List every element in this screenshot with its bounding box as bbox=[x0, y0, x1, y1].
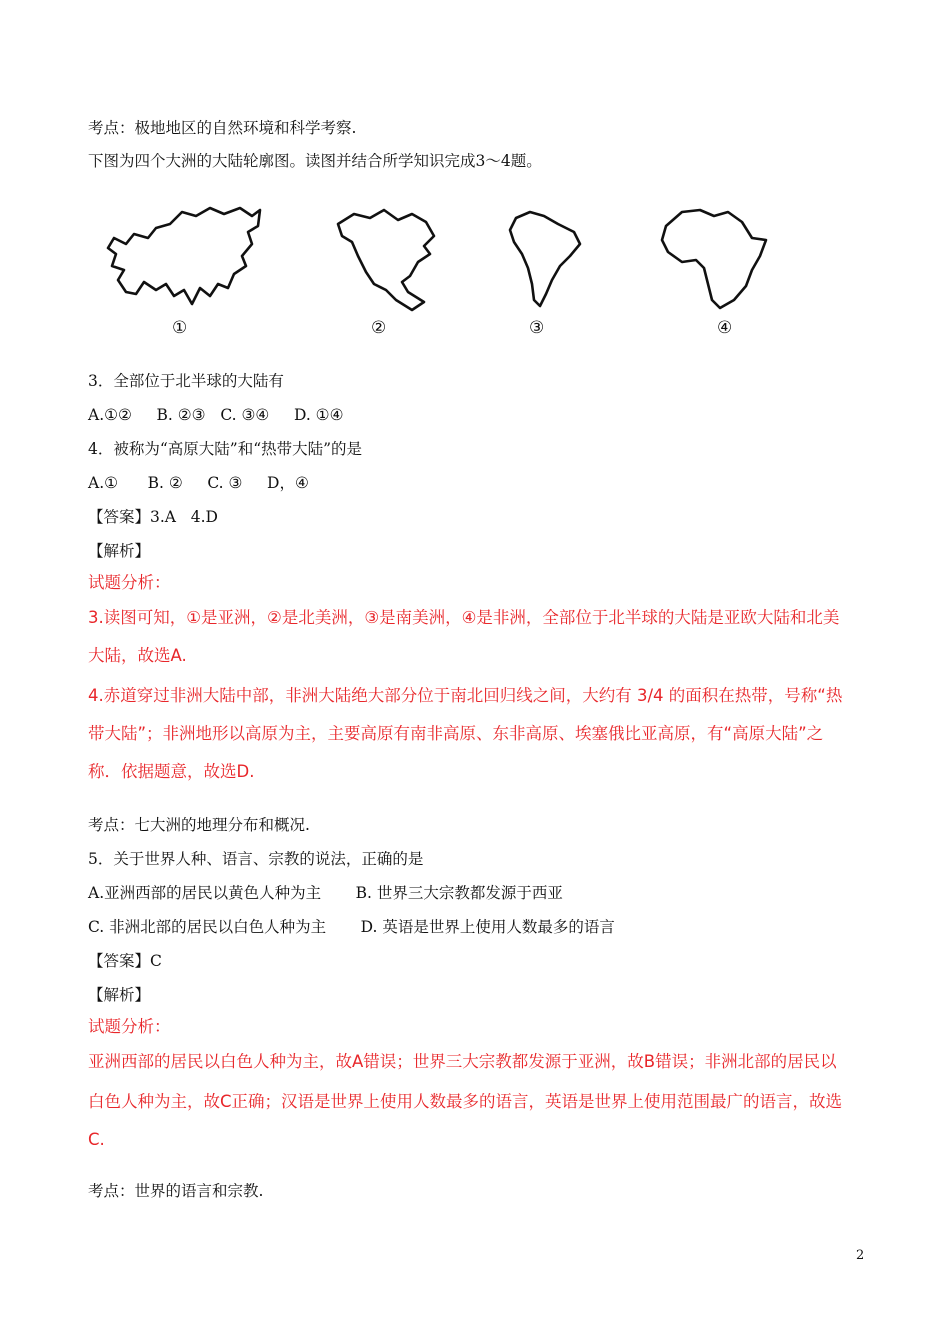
figure-label-2: ② bbox=[371, 318, 387, 338]
analysis-4-line-1: 4.赤道穿过非洲大陆中部，非洲大陆绝大部分位于南北回归线之间，大约有 3/4 的面积在热带，号称“热 bbox=[88, 686, 843, 705]
question-4-options: A.① B. ② C. ③ D，④ bbox=[88, 474, 309, 492]
question-5: 5．关于世界人种、语言、宗教的说法，正确的是 bbox=[88, 850, 424, 868]
exam-point-2: 考点：七大洲的地理分布和概况. bbox=[88, 816, 310, 834]
analysis-3-line-2: 大陆，故选A. bbox=[88, 646, 187, 665]
answer-1: 【答案】3.A 4.D bbox=[88, 508, 218, 526]
exam-point-1: 考点：极地地区的自然环境和科学考察. bbox=[88, 119, 357, 137]
figure-label-4: ④ bbox=[717, 318, 733, 338]
analysis-heading-1: 【解析】 bbox=[88, 542, 151, 560]
analysis-heading-2: 【解析】 bbox=[88, 986, 151, 1004]
question-5-options-cd: C. 非洲北部的居民以白色人种为主 D. 英语是世界上使用人数最多的语言 bbox=[88, 918, 615, 936]
figure-label-3: ③ bbox=[529, 318, 545, 338]
south-america-outline-map bbox=[506, 210, 586, 310]
question-4: 4．被称为“高原大陆”和“热带大陆”的是 bbox=[88, 440, 363, 458]
north-america-outline-map bbox=[332, 206, 442, 318]
analysis-3-line-1: 3.读图可知，①是亚洲，②是北美洲，③是南美洲，④是非洲，全部位于北半球的大陆是亚欧大陆和北美 bbox=[88, 608, 840, 627]
figure-label-1: ① bbox=[172, 318, 188, 338]
asia-outline-map bbox=[100, 204, 265, 314]
exam-point-3: 考点：世界的语言和宗教. bbox=[88, 1182, 264, 1200]
analysis-4-line-2: 带大陆”；非洲地形以高原为主，主要高原有南非高原、东非高原、埃塞俄比亚高原，有“高原大陆”之 bbox=[88, 724, 824, 743]
question-5-options-ab: A.亚洲西部的居民以黄色人种为主 B. 世界三大宗教都发源于西亚 bbox=[88, 884, 563, 902]
answer-2: 【答案】C bbox=[88, 952, 162, 970]
question-3-options: A.①② B. ②③ C. ③④ D. ①④ bbox=[88, 406, 344, 424]
analysis-label-1: 试题分析： bbox=[88, 573, 171, 592]
analysis-label-2: 试题分析： bbox=[88, 1017, 171, 1036]
question-3: 3．全部位于北半球的大陆有 bbox=[88, 372, 284, 390]
analysis-5-line-1: 亚洲西部的居民以白色人种为主，故A错误；世界三大宗教都发源于亚洲，故B错误；非洲北部的居民以 bbox=[88, 1052, 837, 1071]
page-number: 2 bbox=[856, 1248, 865, 1263]
analysis-5-line-2: 白色人种为主，故C正确；汉语是世界上使用人数最多的语言，英语是世界上使用范围最广的语言，故选 bbox=[88, 1092, 843, 1111]
analysis-4-line-3: 称．依据题意，故选D. bbox=[88, 762, 255, 781]
africa-outline-map bbox=[656, 204, 771, 314]
question-intro: 下图为四个大洲的大陆轮廓图。读图并结合所学知识完成3～4题。 bbox=[88, 152, 542, 170]
continent-outline-figure bbox=[88, 196, 808, 344]
analysis-5-line-3: C. bbox=[88, 1130, 105, 1149]
